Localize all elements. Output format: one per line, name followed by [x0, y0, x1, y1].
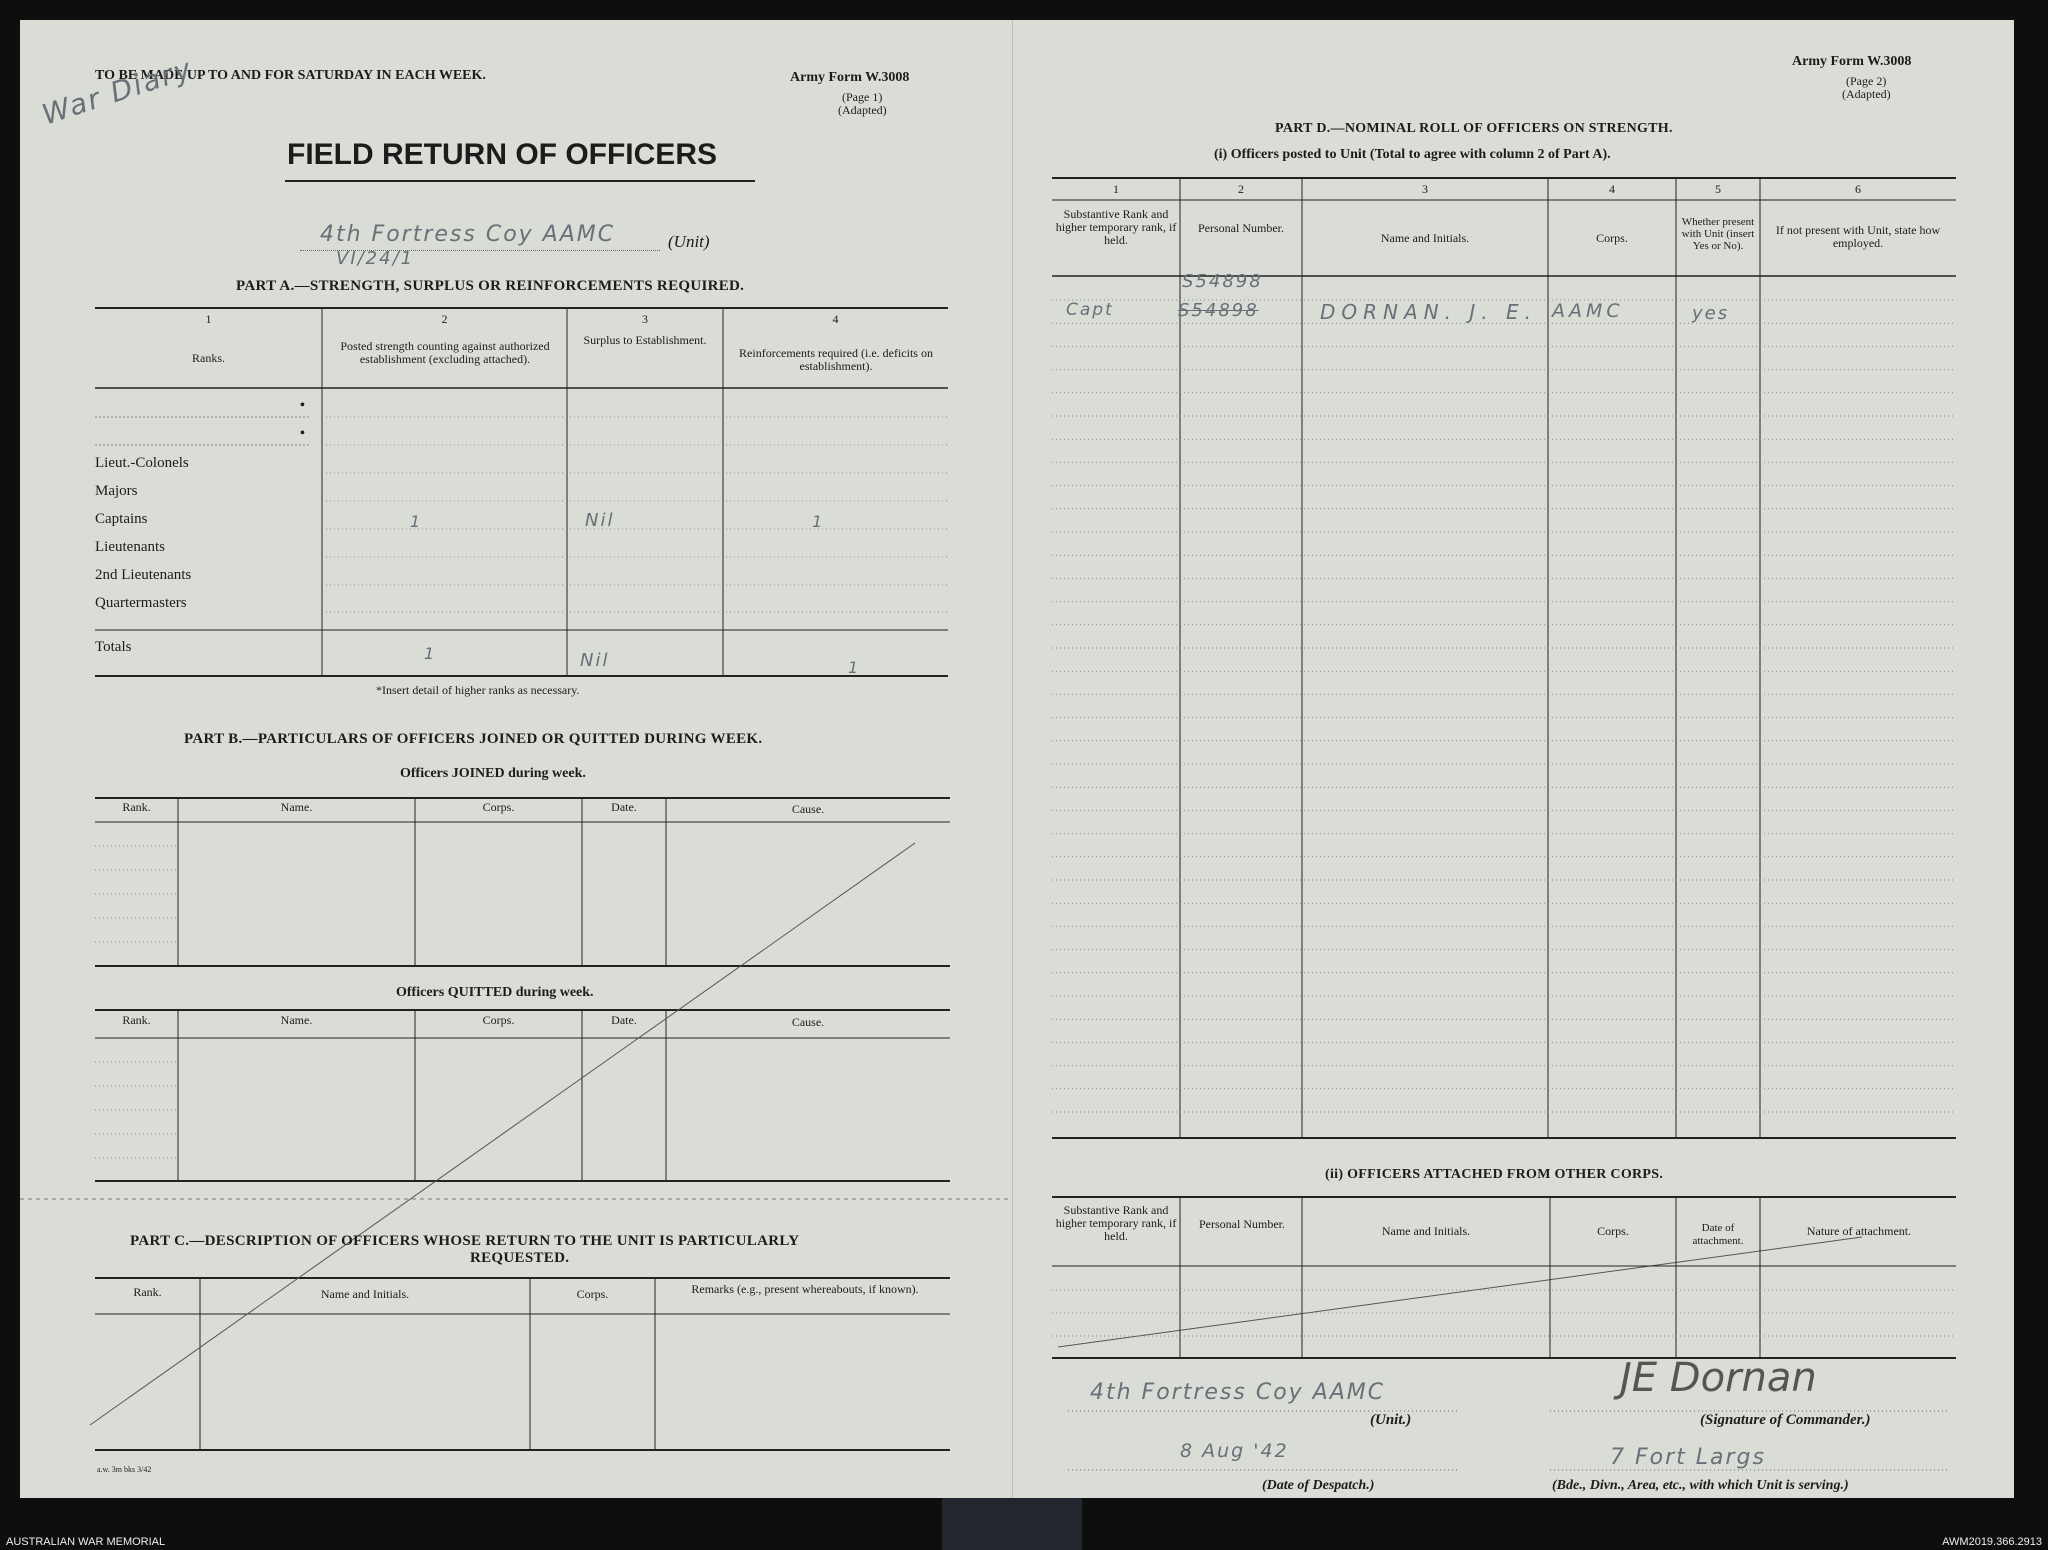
quitted-col-corps: Corps. — [482, 1013, 515, 1027]
part-d-col-present: Whether present with Unit (insert Yes or No). — [1681, 216, 1755, 252]
quitted-col-cause: Cause. — [791, 1015, 825, 1029]
part-a-col-1-number: 1 — [205, 312, 212, 326]
hw-totals-reinforce: 1 — [848, 658, 861, 677]
part-a-col-3-number: 3 — [642, 312, 648, 326]
page-number-right: (Page 2) — [1846, 74, 1887, 88]
print-code: a.w. 3m bks 3/42 — [97, 1465, 152, 1474]
joined-col-date: Date. — [611, 800, 637, 814]
area-label: (Bde., Divn., Area, etc., with which Unit is serving.) — [1552, 1478, 1849, 1493]
attached-col-nature: Nature of attachment. — [1806, 1224, 1912, 1238]
rank-captains: Captains — [95, 511, 148, 527]
joined-heading: Officers JOINED during week. — [400, 766, 586, 781]
make-up-note: TO BE MADE UP TO AND FOR SATURDAY IN EACH WEEK. — [95, 68, 486, 83]
rank-majors: Majors — [95, 483, 138, 499]
joined-col-corps: Corps. — [482, 800, 515, 814]
hw-entry-corps: AAMC — [1552, 300, 1624, 322]
part-c-col-corps: Corps. — [576, 1287, 609, 1301]
quitted-col-name: Name. — [280, 1013, 313, 1027]
part-a-heading: PART A.—STRENGTH, SURPLUS OR REINFORCEMENTS REQUIRED. — [236, 278, 745, 294]
rank-totals: Totals — [95, 639, 132, 655]
part-c-col-remarks: Remarks (e.g., present whereabouts, if known). — [691, 1282, 919, 1296]
quitted-col-rank: Rank. — [122, 1013, 151, 1027]
page-number-left: (Page 1) — [842, 90, 883, 104]
rank-2nd-lieutenants: 2nd Lieutenants — [95, 567, 192, 583]
hw-unit-right: 4th Fortress Coy AAMC — [1090, 1380, 1386, 1405]
quitted-heading: Officers QUITTED during week. — [396, 985, 594, 1000]
part-d-col-employed: If not present with Unit, state how employed. — [1775, 223, 1941, 250]
part-d-col-name: Name and Initials. — [1380, 231, 1470, 245]
attached-heading: (ii) OFFICERS ATTACHED FROM OTHER CORPS. — [1325, 1167, 1664, 1182]
bullet-row-1: • — [300, 398, 305, 413]
rank-lieutenants: Lieutenants — [95, 539, 165, 555]
part-a-col-ranks: Ranks. — [192, 351, 225, 365]
bullet-row-2: • — [300, 426, 305, 441]
joined-col-rank: Rank. — [122, 800, 151, 814]
quitted-col-date: Date. — [611, 1013, 637, 1027]
form-id-left: Army Form W.3008 — [790, 70, 910, 85]
hw-signature: JE Dornan — [1620, 1355, 1817, 1401]
hw-entry-present: yes — [1692, 303, 1730, 324]
hw-captains-surplus: Nil — [585, 510, 615, 531]
handwritten-unit-left: 4th Fortress Coy AAMC — [320, 222, 616, 247]
adapted-left: (Adapted) — [838, 103, 887, 117]
hw-entry-name: DORNAN. J. E. — [1320, 300, 1537, 324]
joined-col-cause: Cause. — [791, 802, 825, 816]
handwritten-war-diary: War Diary — [38, 51, 197, 132]
hw-date: 8 Aug '42 — [1180, 1440, 1289, 1462]
hw-captains-posted: 1 — [410, 512, 423, 531]
unit-label-right: (Unit.) — [1370, 1412, 1412, 1428]
part-c-heading-line-1: PART C.—DESCRIPTION OF OFFICERS WHOSE RETURN TO THE UNIT IS PARTICULARLY — [130, 1233, 800, 1249]
part-d-col-1-number: 1 — [1113, 182, 1119, 196]
attached-col-number: Personal Number. — [1199, 1217, 1285, 1231]
adapted-right: (Adapted) — [1842, 87, 1891, 101]
hw-totals-surplus: Nil — [580, 650, 610, 671]
part-d-col-3-number: 3 — [1422, 182, 1428, 196]
part-d-heading: PART D.—NOMINAL ROLL OF OFFICERS ON STRENGTH. — [1275, 121, 1673, 136]
hw-entry-rank: Capt — [1066, 300, 1114, 320]
part-d-col-5-number: 5 — [1715, 182, 1721, 196]
form-title: FIELD RETURN OF OFFICERS — [287, 138, 717, 171]
date-label: (Date of Despatch.) — [1262, 1478, 1375, 1493]
hw-area: 7 Fort Largs — [1610, 1445, 1766, 1470]
part-b-heading: PART B.—PARTICULARS OF OFFICERS JOINED OR QUITTED DURING WEEK. — [184, 731, 763, 747]
part-a-col-2-number: 2 — [441, 312, 448, 326]
part-a-footnote: *Insert detail of higher ranks as necessary. — [376, 683, 580, 697]
attached-col-date: Date of attachment. — [1692, 1222, 1744, 1247]
part-c-col-name: Name and Initials. — [320, 1287, 410, 1301]
archive-name: AUSTRALIAN WAR MEMORIAL — [6, 1536, 166, 1548]
joined-col-name: Name. — [280, 800, 313, 814]
form-id-right: Army Form W.3008 — [1792, 54, 1912, 69]
attached-col-name: Name and Initials. — [1381, 1224, 1471, 1238]
rank-lieut-colonels: Lieut.-Colonels — [95, 455, 189, 471]
signature-label: (Signature of Commander.) — [1700, 1412, 1871, 1428]
part-c-heading-line-2: REQUESTED. — [470, 1250, 570, 1266]
part-a-col-4-number: 4 — [832, 312, 839, 326]
part-d-col-6-number: 6 — [1855, 182, 1861, 196]
part-d-col-number: Personal Number. — [1198, 221, 1284, 235]
part-a-col-surplus: Surplus to Establishment. — [583, 333, 707, 347]
part-d-col-rank: Substantive Rank and higher temporary rank, if held. — [1055, 207, 1177, 247]
part-c-col-rank: Rank. — [133, 1285, 162, 1299]
unit-label-left: (Unit) — [668, 232, 710, 251]
rank-quartermasters: Quartermasters — [95, 595, 187, 611]
handwritten-reference: VI/24/1 — [336, 248, 415, 269]
part-a-col-reinforcements: Reinforcements required (i.e. deficits on establishment). — [739, 346, 933, 373]
part-d-col-4-number: 4 — [1609, 182, 1615, 196]
hw-totals-posted: 1 — [424, 644, 437, 663]
archive-reference: AWM2019.366.2913 — [1942, 1536, 2042, 1548]
part-d-col-corps: Corps. — [1596, 231, 1628, 245]
attached-col-rank: Substantive Rank and higher temporary rank, if held. — [1055, 1203, 1177, 1243]
hw-captains-reinforce: 1 — [812, 512, 825, 531]
part-a-col-posted: Posted strength counting against authorized establishment (excluding attached). — [340, 339, 550, 366]
hw-number-above: S54898 — [1182, 271, 1263, 292]
posted-heading: (i) Officers posted to Unit (Total to agree with column 2 of Part A). — [1214, 147, 1611, 162]
attached-col-corps: Corps. — [1597, 1224, 1629, 1238]
archive-caption-bar — [0, 1498, 2048, 1550]
part-d-col-2-number: 2 — [1238, 182, 1244, 196]
hw-entry-number: S54898 — [1178, 300, 1259, 321]
